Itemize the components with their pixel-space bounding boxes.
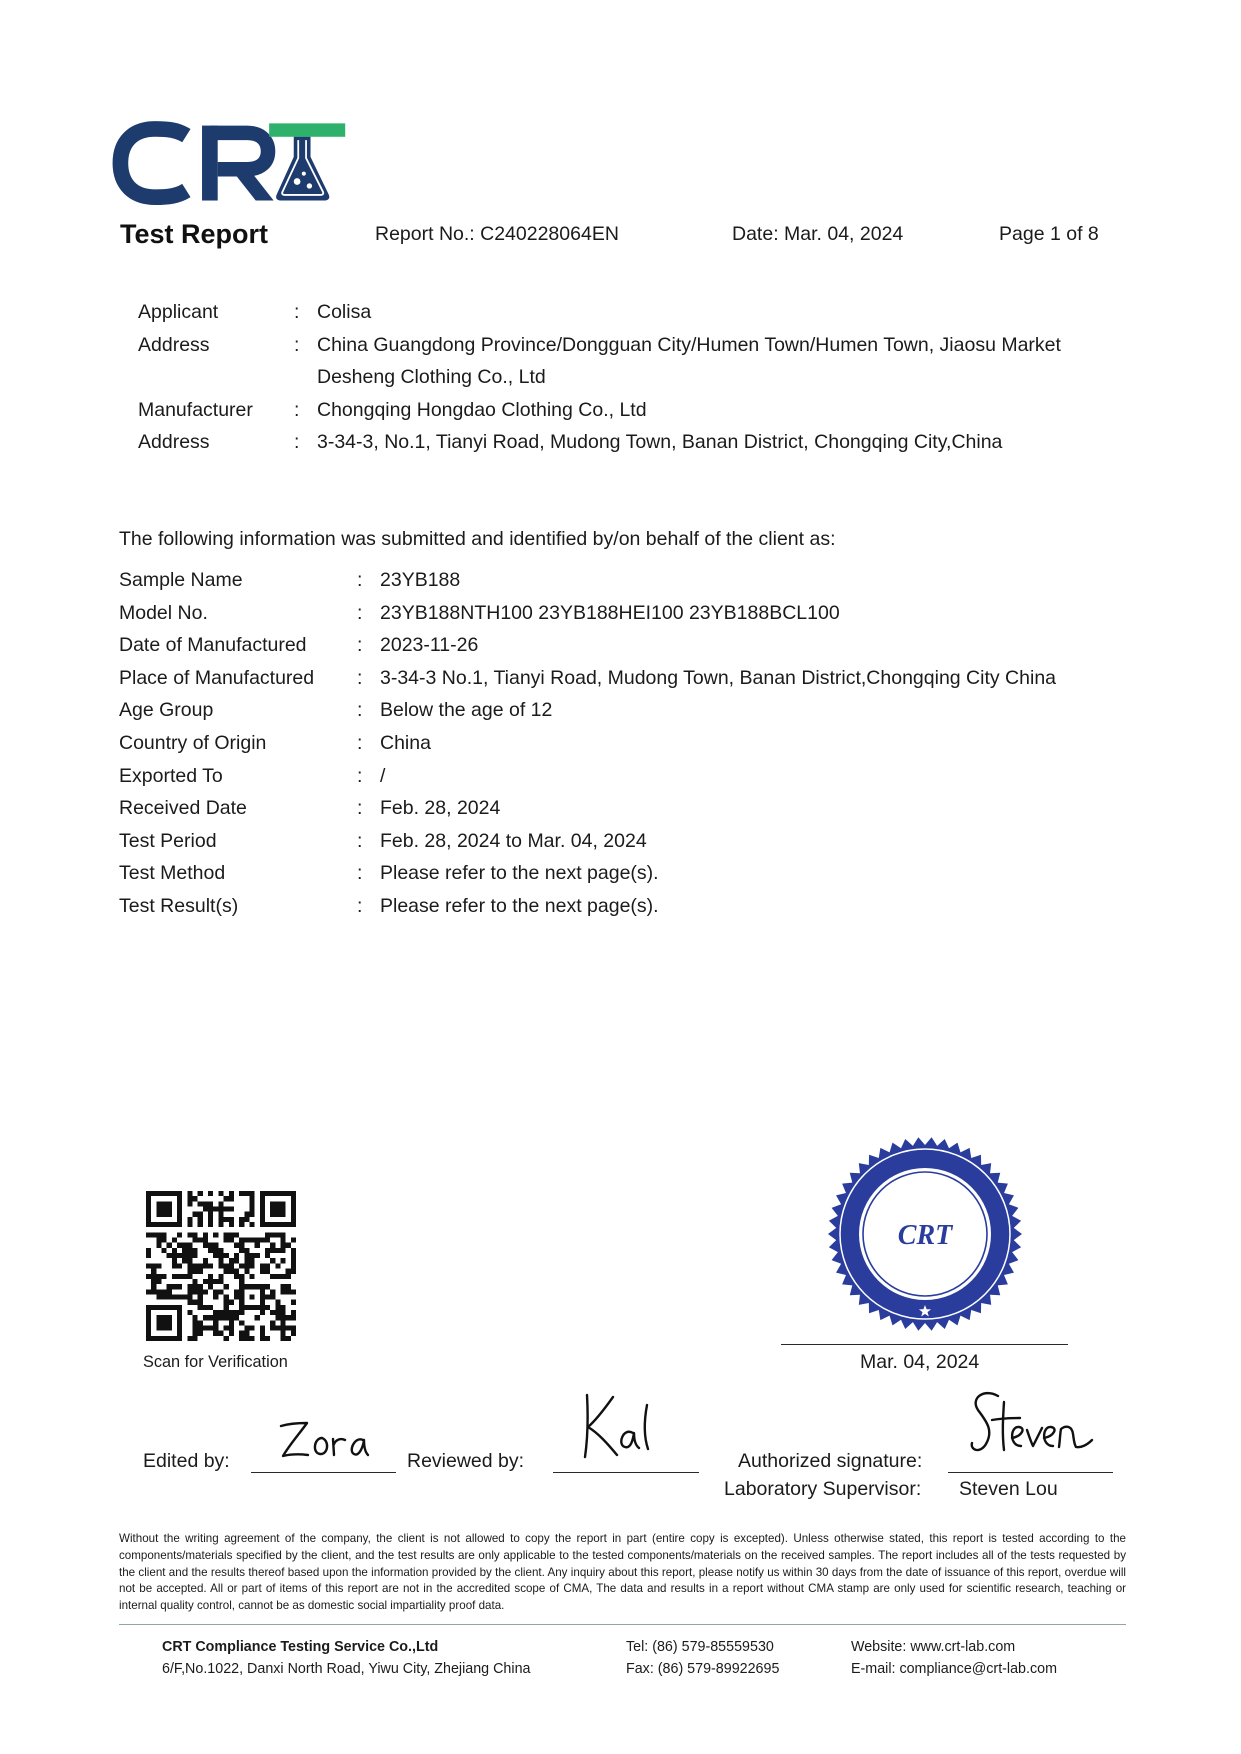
field-value: 23YB188: [380, 569, 461, 591]
field-separator: :: [357, 601, 363, 624]
footer-tel: Tel: (86) 579-85559530: [626, 1639, 774, 1655]
field-label: Test Result(s): [119, 894, 239, 917]
manufacturer-address-row: [0, 426, 1241, 459]
page-number: Page 1 of 8: [999, 223, 1099, 245]
authorized-signature: [964, 1388, 1096, 1460]
crt-logo: [112, 120, 348, 205]
footer-fax: Fax: (86) 579-89922695: [626, 1661, 780, 1677]
sample-info-row: [0, 597, 1241, 630]
field-label: Place of Manufactured: [119, 666, 315, 689]
authorized-signature-label: Authorized signature:: [738, 1450, 923, 1472]
approval-date: Mar. 04, 2024: [860, 1351, 980, 1373]
applicant-address-value: China Guangdong Province/Dongguan City/Humen Town/Humen Town, Jiaosu Market Desheng Clothing Co., Ltd: [317, 333, 1061, 389]
field-separator: :: [357, 894, 363, 917]
sample-info-row: [0, 629, 1241, 662]
qr-caption: Scan for Verification: [143, 1353, 288, 1371]
logo-bubble: [302, 172, 306, 176]
sample-info-table: [0, 564, 1241, 923]
field-value: Feb. 28, 2024: [380, 797, 501, 820]
sample-info-row: [0, 564, 1241, 597]
seal-date-line: [781, 1344, 1068, 1345]
manufacturer-row: [0, 394, 1241, 427]
disclaimer-text: Without the writing agreement of the company, the client is not allowed to copy the report in part (entire copy is excepted). Unless otherwise stated, this report is tested according to the components/materials specified by the client, and the test results are only applicable to the tested components/materials on the received samples. The report includes all of the tests requested by the client and the results thereof based upon the information provided by the client. Any inquiry about this report, please notify us within 30 days from the date of issuance of this report, overdue will not be accepted. All or part of items of this report are not in the accredited scope of CMA, The data and results in a report without CMA stamp are only used for scientific research, teaching or internal quality control, cannot be as domestic social impartiality proof data.: [119, 1532, 1126, 1613]
field-separator: :: [357, 634, 363, 657]
field-value: 3-34-3 No.1, Tianyi Road, Mudong Town, Banan District,Chongqing City China: [380, 666, 1057, 689]
field-separator: :: [357, 862, 363, 885]
field-separator: :: [357, 666, 363, 689]
sample-info-row: [0, 792, 1241, 825]
field-label: Exported To: [119, 764, 223, 787]
sample-intro: The following information was submitted and identified by/on behalf of the client as:: [119, 528, 836, 550]
company-seal: [825, 1134, 1025, 1334]
logo-letter-r-bowl: [210, 133, 268, 169]
field-label: Manufacturer: [138, 398, 253, 421]
report-number: Report No.: C240228064EN: [375, 223, 619, 245]
field-label: Applicant: [138, 301, 219, 323]
field-label: Address: [138, 333, 210, 356]
field-label: Test Period: [119, 829, 217, 852]
field-separator: :: [357, 731, 363, 754]
field-separator: :: [357, 569, 363, 591]
field-value: Please refer to the next page(s).: [380, 862, 659, 885]
field-value: Feb. 28, 2024 to Mar. 04, 2024: [380, 829, 647, 852]
field-label: Age Group: [119, 699, 214, 722]
field-separator: :: [294, 398, 300, 421]
sample-info-row: [0, 825, 1241, 858]
logo-letter-t-bar: [269, 123, 345, 136]
reviewed-by-line: [553, 1472, 699, 1473]
logo-letter-c: [120, 129, 186, 197]
edited-by-signature: [275, 1418, 371, 1460]
field-separator: :: [357, 699, 363, 722]
field-separator: :: [294, 431, 300, 454]
footer-website: Website: www.crt-lab.com: [851, 1639, 1016, 1655]
field-value: Below the age of 12: [380, 699, 553, 722]
authorized-signature-line: [948, 1472, 1113, 1473]
field-separator: :: [357, 829, 363, 852]
seal-center-text: CRT: [897, 1220, 953, 1251]
manufacturer-address-value: 3-34-3, No.1, Tianyi Road, Mudong Town, Banan District, Chongqing City,China: [317, 431, 1003, 454]
sample-info-row: [0, 662, 1241, 695]
reviewed-by-signature: [573, 1391, 653, 1461]
footer-email: E-mail: compliance@crt-lab.com: [851, 1661, 1057, 1677]
applicant-value: Colisa: [317, 301, 372, 323]
sample-info-row: [0, 727, 1241, 760]
field-value: China: [380, 731, 431, 754]
sample-info-row: [0, 760, 1241, 793]
logo-bubble: [294, 178, 301, 185]
qr-code: [146, 1191, 296, 1341]
field-separator: :: [357, 797, 363, 820]
field-label: Date of Manufactured: [119, 634, 307, 657]
applicant-address-row: [0, 329, 1241, 394]
field-value: 2023-11-26: [380, 634, 479, 657]
edited-by-label: Edited by:: [143, 1450, 230, 1472]
footer-divider: [119, 1624, 1126, 1625]
field-label: Test Method: [119, 862, 226, 885]
field-label: Sample Name: [119, 569, 243, 591]
sample-info-row: [0, 694, 1241, 727]
logo-bubble: [307, 183, 312, 188]
footer-company: CRT Compliance Testing Service Co.,Ltd: [162, 1639, 439, 1655]
field-label: Address: [138, 431, 210, 454]
field-value: 23YB188NTH100 23YB188HEI100 23YB188BCL100: [380, 601, 840, 624]
field-value: Please refer to the next page(s).: [380, 894, 659, 917]
field-label: Country of Origin: [119, 731, 267, 754]
field-separator: :: [294, 333, 300, 356]
sample-info-row: [0, 857, 1241, 890]
party-details: [0, 296, 1241, 459]
footer-address: 6/F,No.1022, Danxi North Road, Yiwu City, Zhejiang China: [162, 1661, 531, 1677]
reviewed-by-label: Reviewed by:: [407, 1450, 525, 1472]
logo-flask: [276, 137, 329, 201]
sample-info-row: [0, 890, 1241, 923]
field-separator: :: [294, 301, 300, 323]
applicant-row: [0, 296, 1241, 329]
field-separator: :: [357, 764, 363, 787]
logo-letter-r-leg: [231, 169, 273, 200]
report-title: Test Report: [120, 219, 269, 249]
field-label: Model No.: [119, 601, 208, 624]
report-date: Date: Mar. 04, 2024: [732, 223, 904, 245]
edited-by-line: [251, 1472, 396, 1473]
manufacturer-value: Chongqing Hongdao Clothing Co., Ltd: [317, 398, 647, 421]
field-label: Received Date: [119, 797, 247, 820]
field-value: /: [380, 764, 386, 787]
supervisor-label: Laboratory Supervisor:: [724, 1478, 922, 1500]
supervisor-name: Steven Lou: [959, 1478, 1058, 1500]
